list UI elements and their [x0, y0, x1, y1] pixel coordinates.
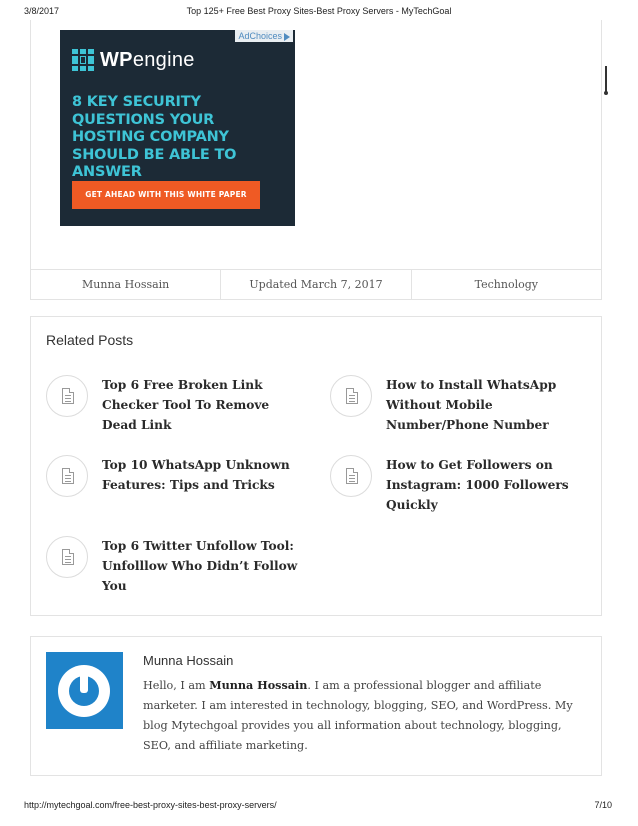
related-post-item[interactable]: [46, 455, 302, 497]
scrollbar-fragment: [604, 66, 607, 94]
author-bio: Hello, I am Munna Hossain. I am a professional blogger and affiliate marketer. I am interested in technology, blogging, SEO, and WordPress. My blog Mytechgoal provides you all information about technology, blogging, SEO, and affiliate marketing.: [143, 678, 573, 752]
document-icon: [46, 375, 88, 417]
author-box: [30, 636, 602, 776]
avatar[interactable]: [46, 652, 123, 729]
print-date: 3/8/2017: [24, 6, 60, 16]
document-icon: [46, 455, 88, 497]
related-posts-section: [30, 316, 602, 616]
related-post-item[interactable]: [46, 375, 302, 435]
document-icon: [330, 375, 372, 417]
related-post-title[interactable]: Top 6 Twitter Unfollow Tool: Unfolllow Who Didn’t Follow You: [102, 539, 298, 593]
print-title: Top 125+ Free Best Proxy Sites-Best Proxy Servers - MyTechGoal: [186, 6, 452, 16]
author-name[interactable]: Munna Hossain: [143, 653, 234, 668]
wpengine-wordmark: WPengine: [100, 48, 195, 71]
ad-cta-button[interactable]: GET AHEAD WITH THIS WHITE PAPER: [72, 181, 260, 209]
document-icon: [330, 455, 372, 497]
wpengine-grid-icon: [72, 49, 94, 71]
power-logo-icon: [58, 665, 110, 717]
related-posts-heading: Related Posts: [46, 332, 134, 348]
print-page-number: 7/10: [594, 800, 612, 810]
related-post-title[interactable]: Top 10 WhatsApp Unknown Features: Tips and Tricks: [102, 458, 290, 492]
print-url: http://mytechgoal.com/free-best-proxy-sites-best-proxy-servers/: [24, 800, 277, 810]
related-post-title[interactable]: Top 6 Free Broken Link Checker Tool To Remove Dead Link: [102, 378, 270, 432]
post-meta-row: [30, 269, 602, 300]
related-post-title[interactable]: How to Install WhatsApp Without Mobile Number/Phone Number: [386, 378, 557, 432]
adchoices-label: AdChoices: [238, 31, 282, 41]
related-post-item[interactable]: [330, 455, 576, 515]
wpengine-logo: [72, 48, 195, 72]
related-post-item[interactable]: [330, 375, 576, 435]
print-header: [0, 6, 638, 20]
meta-updated-date: Updated March 7, 2017: [221, 270, 411, 299]
print-footer: [0, 800, 638, 814]
advertisement-banner[interactable]: [60, 30, 295, 226]
author-bio-name: Munna Hossain: [209, 678, 308, 692]
meta-category[interactable]: Technology: [474, 278, 538, 291]
related-post-item[interactable]: [46, 536, 302, 596]
adchoices-badge[interactable]: [235, 30, 293, 42]
related-post-title[interactable]: How to Get Followers on Instagram: 1000 Followers Quickly: [386, 458, 569, 512]
adchoices-icon: [284, 33, 290, 41]
ad-headline: 8 KEY SECURITY QUESTIONS YOUR HOSTING COMPANY SHOULD BE ABLE TO ANSWER: [72, 94, 237, 180]
document-icon: [46, 536, 88, 578]
meta-author[interactable]: Munna Hossain: [31, 270, 221, 299]
